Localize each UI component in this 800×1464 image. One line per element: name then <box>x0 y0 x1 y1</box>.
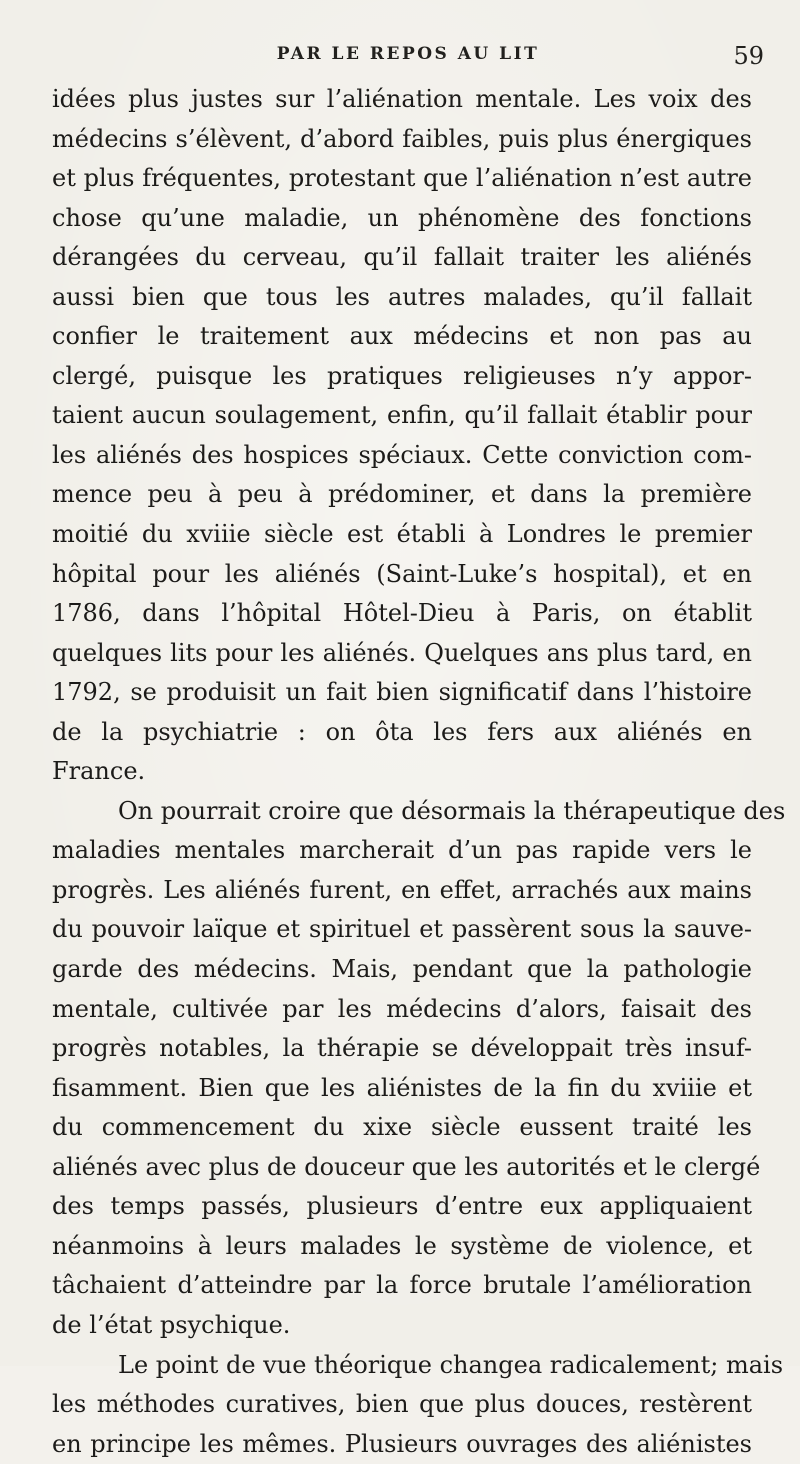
text-line: fisamment. Bien que les aliénistes de la fin du xviiie et <box>52 1073 752 1102</box>
text-line: des temps passés, plusieurs d’entre eux appliquaient <box>52 1192 752 1221</box>
text-line: du pouvoir laïque et spirituel et passèrent sous la sauve- <box>52 915 752 944</box>
text-line: hôpital pour les aliénés (Saint-Luke’s hospital), et en <box>52 559 752 588</box>
text-line: mentale, cultivée par les médecins d’alors, faisait des <box>52 994 752 1023</box>
text-line: 1786, dans l’hôpital Hôtel-Dieu à Paris, on établit <box>52 599 752 628</box>
text-line: en principe les mêmes. Plusieurs ouvrages des aliénistes <box>52 1429 752 1458</box>
text-line: 1792, se produisit un fait bien significatif dans l’histoire <box>52 678 752 707</box>
text-line: dérangées du cerveau, qu’il fallait traiter les aliénés <box>52 243 752 272</box>
text-line: de la psychiatrie : on ôta les fers aux aliénés en <box>52 717 752 746</box>
text-line: aliénés avec plus de douceur que les autorités et le clergé <box>52 1152 761 1181</box>
text-line: quelques lits pour les aliénés. Quelques ans plus tard, en <box>52 638 752 667</box>
text-line: moitié du xviiie siècle est établi à Londres le premier <box>52 520 752 549</box>
paragraph-start-line: Le point de vue théorique changea radicalement; mais <box>118 1350 784 1379</box>
text-line: progrès. Les aliénés furent, en effet, arrachés aux mains <box>52 875 752 904</box>
text-line: confier le traitement aux médecins et non pas au <box>52 322 752 351</box>
running-head <box>52 44 764 74</box>
text-line: chose qu’une maladie, un phénomène des fonctions <box>52 203 752 232</box>
text-line: les aliénés des hospices spéciaux. Cette conviction com- <box>52 440 752 469</box>
text-line: idées plus justes sur l’aliénation mentale. Les voix des <box>52 85 752 113</box>
paragraph-start-line: On pourrait croire que désormais la thérapeutique des <box>118 796 786 825</box>
text-line: clergé, puisque les pratiques religieuses n’y appor- <box>52 361 752 390</box>
text-line: tâchaient d’atteindre par la force brutale l’amélioration <box>52 1271 752 1300</box>
text-line: progrès notables, la thérapie se développait très insuf- <box>52 1034 752 1063</box>
text-line: néanmoins à leurs malades le système de violence, et <box>52 1231 752 1260</box>
text-line: et plus fréquentes, protestant que l’aliénation n’est autre <box>52 164 752 193</box>
text-line: les méthodes curatives, bien que plus douces, restèrent <box>52 1390 752 1419</box>
text-line: mence peu à peu à prédominer, et dans la première <box>52 480 752 509</box>
text-line: maladies mentales marcherait d’un pas rapide vers le <box>52 836 752 865</box>
page-number: 59 <box>733 42 764 70</box>
running-title: PAR LE REPOS AU LIT <box>276 44 540 64</box>
text-line: garde des médecins. Mais, pendant que la pathologie <box>52 955 752 984</box>
body-text <box>52 80 786 1464</box>
text-line: aussi bien que tous les autres malades, qu’il fallait <box>52 282 752 311</box>
text-line: médecins s’élèvent, d’abord faibles, puis plus énergiques <box>52 124 752 153</box>
text-line: taient aucun soulagement, enfin, qu’il fallait établir pour <box>52 401 752 430</box>
paragraph-end-line: de l’état psychique. <box>52 1310 291 1339</box>
text-line: du commencement du xixe siècle eussent traité les <box>52 1113 752 1142</box>
paragraph-end-line: France. <box>52 757 146 786</box>
